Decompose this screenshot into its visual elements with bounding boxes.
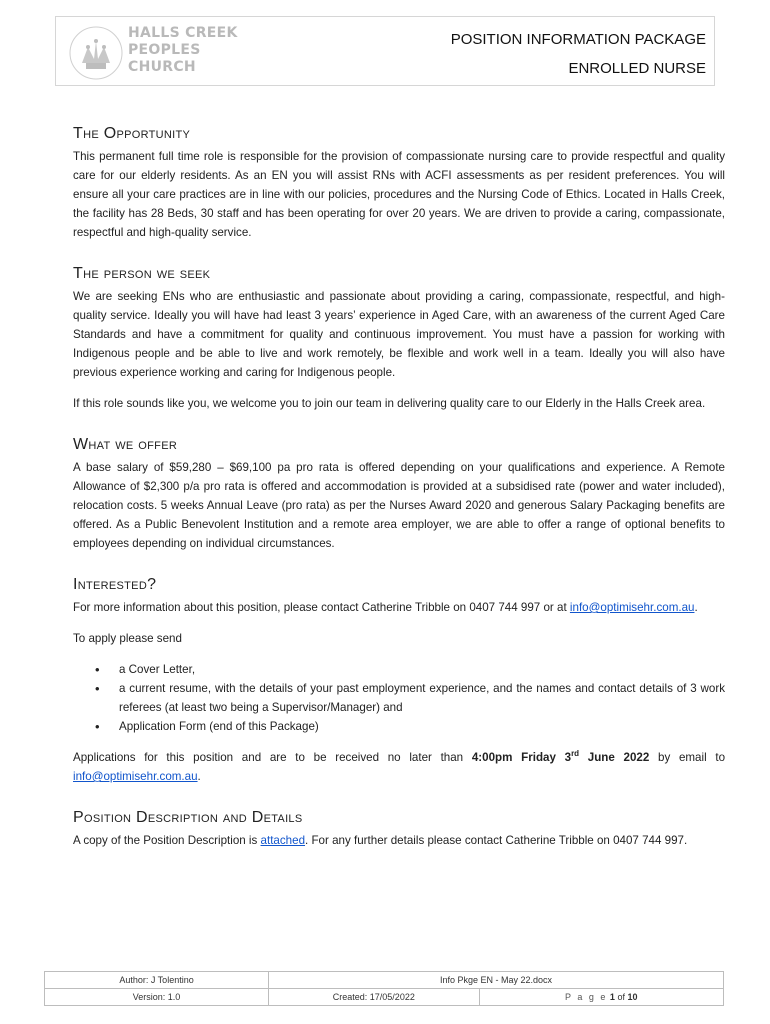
- attached-link[interactable]: attached: [260, 834, 306, 847]
- church-seal-logo-icon: [68, 25, 124, 81]
- deadline-prefix: Applications for this position and are to be received no later than: [73, 751, 464, 764]
- deadline-paragraph: [73, 748, 725, 786]
- contact-paragraph: [73, 598, 725, 617]
- deadline-email-link[interactable]: info@optimisehr.com.au: [73, 770, 198, 783]
- opportunity-paragraph: This permanent full time role is responsible for the provision of compassionate nursing care to provide respectful and quality care for our elderly residents. As an EN you will assist RNs with ACFI assessments as per resident preferences. You will ensure all your care practices are in line with our policies, procedures and the Nursing Code of Ethics. Located in Halls Creek, the facility has 28 Beds, 30 staff and has been operating for over 20 years. We are driven to provide a caring, compassionate, respectful and high-quality service.: [73, 150, 725, 239]
- contact-period: .: [694, 601, 698, 614]
- deadline-suffix: by email to: [658, 751, 726, 764]
- heading-opportunity: The Opportunity: [73, 125, 191, 142]
- document-body: [73, 124, 725, 850]
- offer-paragraph: A base salary of $59,280 – $69,100 pa pro rata is offered depending on your qualifications and experience. A Remote Allowance of $2,300 p/a pro rata is offered and accommodation is provided at a subsidised rate (power and water included), relocation costs. 5 weeks Annual Leave (pro rata) as per the Nurses Award 2020 and generous Salary Packaging benefits are offered. As a Public Benevolent Institution and a remote area employer, we are able to offer a range of optional benefits to employees depending on individual circumstances.: [73, 461, 725, 550]
- heading-position: Position Description and Details: [73, 809, 303, 826]
- org-name-line-1: HALLS CREEK: [128, 25, 238, 41]
- org-name-line-2: PEOPLES: [128, 42, 201, 58]
- apply-list: [73, 660, 725, 736]
- document-title-block: [451, 25, 706, 83]
- footer-version: Version: 1.0: [45, 989, 269, 1006]
- footer-filename: Info Pkge EN - May 22.docx: [269, 972, 724, 989]
- org-name: [128, 25, 238, 76]
- list-item: • a Cover Letter,: [95, 660, 725, 679]
- heading-person: The person we seek: [73, 265, 211, 282]
- contact-text: For more information about this position, please contact Catherine Tribble on 0407 744 997 or at: [73, 601, 567, 614]
- position-text-suffix: . For any further details please contact Catherine Tribble on 0407 744 997.: [305, 834, 688, 847]
- footer-page-number: [479, 989, 723, 1006]
- person-paragraph-1: We are seeking ENs who are enthusiastic and passionate about providing a caring, compassionate, respectful, and high-quality service. Ideally you will have had least 3 years’ experience in Aged Care, with an awareness of the current Aged Care Standards and have a commitment for quality and continuous improvement. You must have a passion for working with Indigenous people and be able to live and work remotely, be flexible and work well in a team. Ideally you will also have previous experience working and caring for Indigenous people.: [73, 290, 725, 379]
- footer-page-word: P a g e: [565, 992, 608, 1002]
- document-subtitle: ENROLLED NURSE: [568, 60, 706, 77]
- page-footer: [44, 971, 724, 1006]
- footer-author: Author: J Tolentino: [45, 972, 269, 989]
- list-item: • Application Form (end of this Package): [95, 717, 725, 736]
- deadline-period: .: [197, 770, 201, 783]
- person-paragraph-2: If this role sounds like you, we welcome you to join our team in delivering quality care to our Elderly in the Halls Creek area.: [73, 397, 706, 410]
- footer-page-total: 10: [627, 992, 638, 1002]
- document-title: POSITION INFORMATION PACKAGE: [450, 31, 706, 48]
- deadline-month: June 2022: [587, 751, 650, 764]
- footer-created: Created: 17/05/2022: [269, 989, 479, 1006]
- list-item: • a current resume, with the details of your past employment experience, and the names and contact details of 3 work referees (at least two being a Supervisor/Manager) and: [95, 679, 725, 717]
- position-text-prefix: A copy of the Position Description is: [73, 834, 258, 847]
- heading-offer: What we offer: [73, 436, 178, 453]
- page-header: [55, 16, 715, 86]
- deadline-date: [472, 751, 649, 764]
- apply-intro: To apply please send: [73, 632, 182, 645]
- deadline-time: 4:00pm Friday 3: [471, 751, 572, 764]
- footer-page-current: 1: [609, 992, 615, 1002]
- heading-interested: Interested?: [73, 576, 157, 593]
- position-paragraph: [73, 831, 725, 850]
- org-name-line-3: CHURCH: [128, 59, 196, 75]
- footer-page-of: of: [617, 992, 625, 1002]
- contact-email-link[interactable]: info@optimisehr.com.au: [569, 601, 695, 614]
- deadline-ordinal: rd: [571, 749, 580, 759]
